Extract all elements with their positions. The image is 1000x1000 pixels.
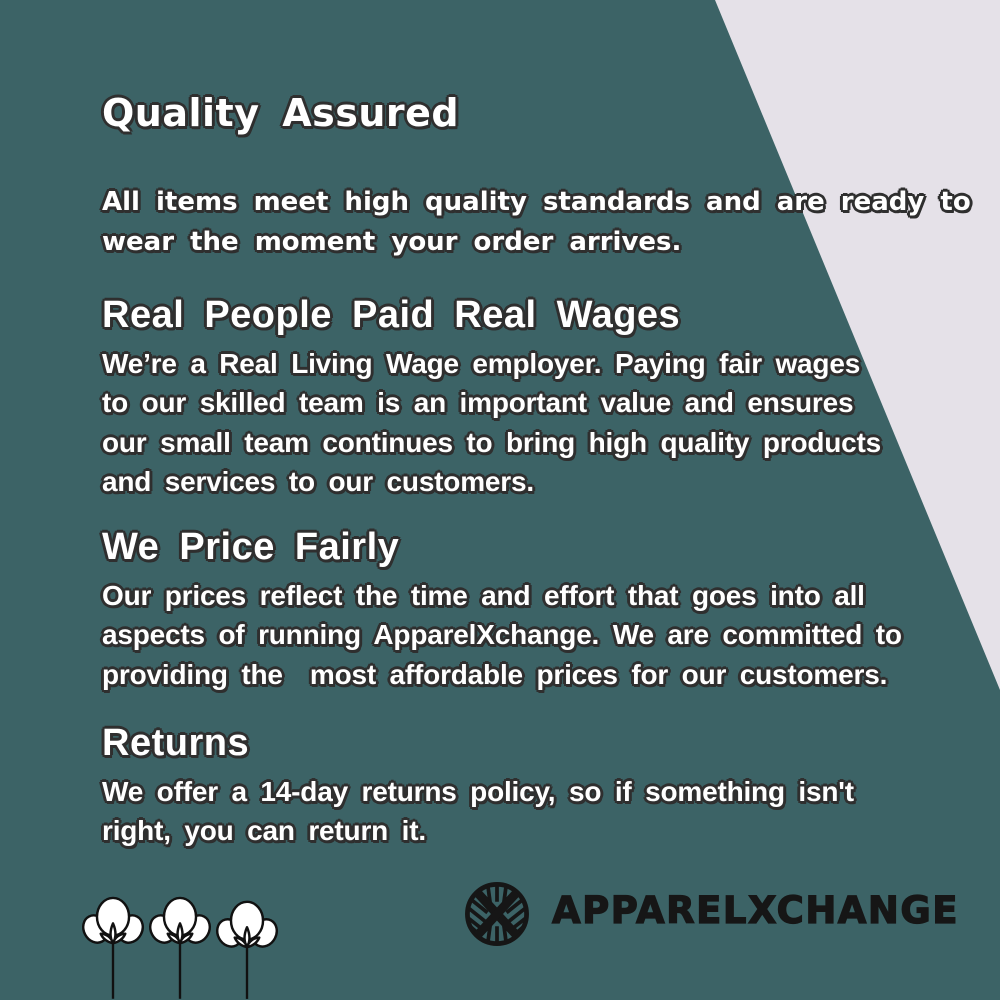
body-line: right, you can return it. [102,815,426,847]
cotton-flower-icon [214,896,280,1000]
cotton-flower-icon [80,892,146,1000]
section-heading: Returns [102,722,250,764]
section-quality-assured [102,92,971,262]
body-line: All items meet high quality standards and are ready to [102,186,971,217]
section-body [102,182,971,262]
section-body [102,576,902,695]
section-heading: We Price Fairly [102,526,400,568]
yarn-ball-x-icon [463,880,531,948]
section-returns [102,722,854,851]
section-heading: Real People Paid Real Wages [102,294,681,336]
cotton-flower-icon [147,892,213,1000]
section-real-wages [102,294,881,502]
body-line: wear the moment your order arrives. [102,226,682,257]
cotton-flowers-decoration [80,892,280,1000]
body-line: providing the most affordable prices for our customers. [102,658,888,690]
body-line: our small team continues to bring high quality products [102,426,882,458]
body-line: and services to our customers. [102,466,534,498]
body-line: aspects of running ApparelXchange. We are committed to [102,619,902,651]
body-line: We offer a 14-day returns policy, so if something isn't [102,775,854,807]
section-heading: Quality Assured [102,91,460,135]
section-body [102,344,881,502]
brand-wordmark: APPARELXCHANGE [552,889,960,932]
body-line: Our prices reflect the time and effort that goes into all [102,579,865,611]
section-price-fairly [102,526,902,694]
body-line: We’re a Real Living Wage employer. Paying fair wages [102,347,861,379]
body-line: to our skilled team is an important value and ensures [102,387,854,419]
section-body [102,772,854,851]
